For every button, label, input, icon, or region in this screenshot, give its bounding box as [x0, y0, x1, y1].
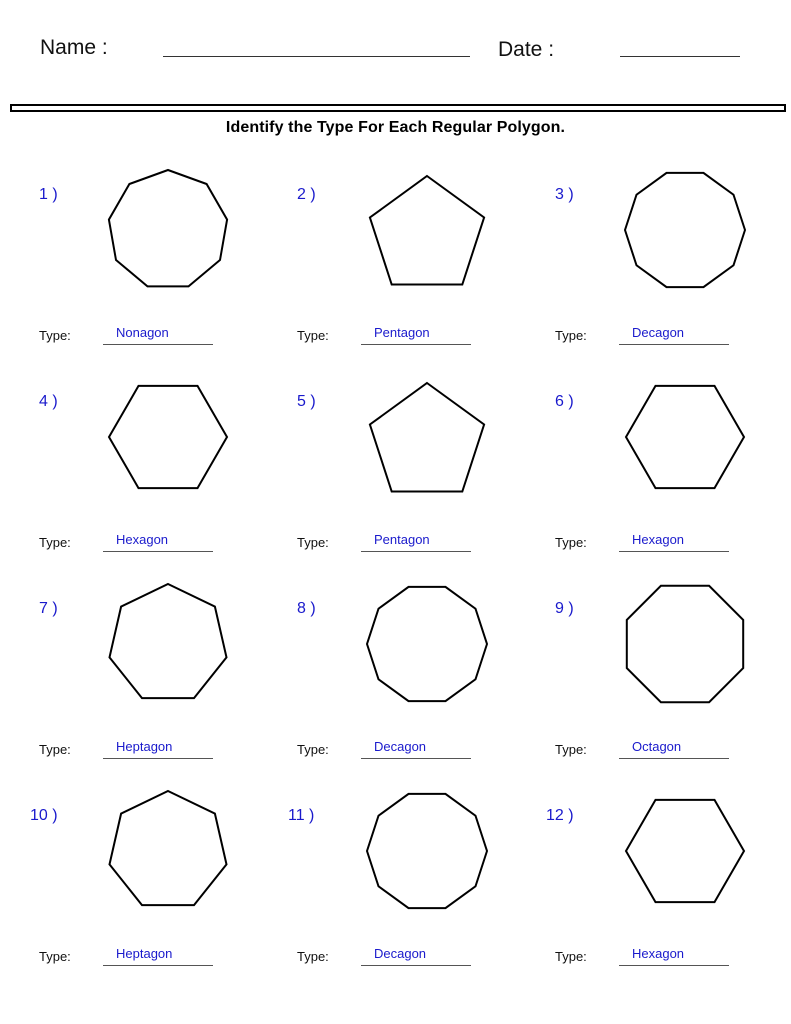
problem-12 [516, 789, 774, 996]
type-label: Type: [297, 949, 329, 964]
nonagon-shape-icon [0, 168, 258, 318]
decagon-shape-icon [516, 168, 774, 318]
problem-number: 6 ) [555, 393, 574, 410]
problem-number: 1 ) [39, 186, 58, 203]
answer-field[interactable] [619, 344, 729, 345]
heptagon-shape-icon [0, 789, 258, 939]
answer-field[interactable] [361, 344, 471, 345]
problem-number: 4 ) [39, 393, 58, 410]
problem-number: 3 ) [555, 186, 574, 203]
problem-number: 8 ) [297, 600, 316, 617]
header-divider [10, 104, 786, 112]
type-label: Type: [39, 535, 71, 550]
problem-number: 2 ) [297, 186, 316, 203]
problem-6 [516, 375, 774, 582]
problem-number: 5 ) [297, 393, 316, 410]
answer-text: Octagon [632, 739, 682, 754]
answer-text: Nonagon [116, 325, 169, 340]
answer-field[interactable] [619, 758, 729, 759]
problem-number: 12 ) [546, 807, 574, 824]
answer-text: Decagon [374, 946, 427, 961]
problem-number: 11 ) [288, 807, 315, 824]
problem-9 [516, 582, 774, 789]
hexagon-shape-icon [516, 789, 774, 939]
problem-number: 7 ) [39, 600, 58, 617]
problem-number: 10 ) [30, 807, 58, 824]
type-label: Type: [39, 328, 71, 343]
type-label: Type: [555, 328, 587, 343]
octagon-shape-icon [516, 582, 774, 732]
problem-11 [258, 789, 516, 996]
answer-text: Hexagon [632, 532, 685, 547]
answer-field[interactable] [103, 965, 213, 966]
answer-text: Heptagon [116, 946, 173, 961]
type-label: Type: [555, 949, 587, 964]
answer-field[interactable] [619, 551, 729, 552]
problem-4 [0, 375, 258, 582]
type-label: Type: [39, 742, 71, 757]
answer-field[interactable] [103, 344, 213, 345]
answer-field[interactable] [361, 551, 471, 552]
type-label: Type: [555, 742, 587, 757]
problem-number: 9 ) [555, 600, 574, 617]
name-field[interactable] [163, 56, 470, 57]
problem-10 [0, 789, 258, 996]
type-label: Type: [297, 535, 329, 550]
problem-7 [0, 582, 258, 789]
answer-field[interactable] [361, 758, 471, 759]
heptagon-shape-icon [0, 582, 258, 732]
decagon-shape-icon [258, 582, 516, 732]
answer-text: Hexagon [116, 532, 169, 547]
answer-text: Pentagon [374, 532, 430, 547]
date-label: Date : [498, 38, 555, 61]
answer-field[interactable] [619, 965, 729, 966]
problem-5 [258, 375, 516, 582]
answer-text: Hexagon [632, 946, 685, 961]
answer-text: Heptagon [116, 739, 173, 754]
type-label: Type: [39, 949, 71, 964]
type-label: Type: [555, 535, 587, 550]
answer-field[interactable] [103, 758, 213, 759]
answer-text: Decagon [374, 739, 427, 754]
pentagon-shape-icon [258, 168, 516, 318]
problem-1 [0, 168, 258, 375]
answer-field[interactable] [361, 965, 471, 966]
problem-8 [258, 582, 516, 789]
type-label: Type: [297, 328, 329, 343]
answer-field[interactable] [103, 551, 213, 552]
name-label: Name : [40, 36, 108, 59]
worksheet-title: Identify the Type For Each Regular Polygon. [225, 119, 566, 136]
date-field[interactable] [620, 56, 740, 57]
decagon-shape-icon [258, 789, 516, 939]
problem-2 [258, 168, 516, 375]
hexagon-shape-icon [0, 375, 258, 525]
hexagon-shape-icon [516, 375, 774, 525]
answer-text: Pentagon [374, 325, 430, 340]
problem-3 [516, 168, 774, 375]
type-label: Type: [297, 742, 329, 757]
pentagon-shape-icon [258, 375, 516, 525]
answer-text: Decagon [632, 325, 685, 340]
